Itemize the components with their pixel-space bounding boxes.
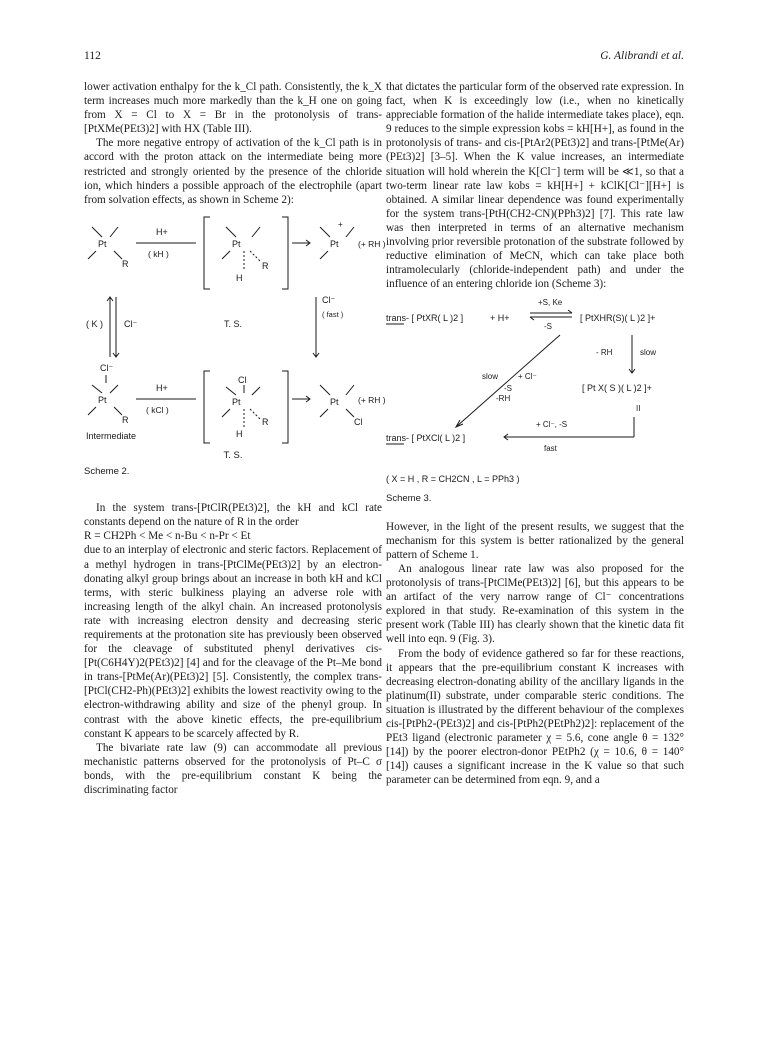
- left-paragraph-2: The more negative entropy of activation of the k_Cl path is in accord with the proton attack on the intermediate being more restricted and strongly oriented by the presence of the chloride ion, which hinders a possible approach of the electrophile (apart from solvation effects, as shown in Scheme 2):: [84, 137, 382, 206]
- svg-text:Pt: Pt: [232, 396, 241, 407]
- svg-text:slow: slow: [482, 372, 499, 382]
- svg-text:-S: -S: [544, 322, 552, 332]
- svg-text:(+ RH ): (+ RH ): [358, 394, 386, 405]
- left-paragraph-3: In the system trans-[PtClR(PEt3)2], the kH and kCl rate constants depend on the nature of R in the order: [84, 502, 382, 529]
- left-paragraph-1: lower activation enthalpy for the k_Cl path. Consistently, the k_X term increases much more markedly than the k_H one on going from X = Cl to X = Br in the protonolysis of trans-[PtXMe(PEt3)2] with HX (Table III).: [84, 81, 382, 136]
- svg-text:+ Cl⁻: + Cl⁻: [518, 372, 537, 382]
- svg-text:( kH ): ( kH ): [148, 248, 169, 259]
- svg-text:Pt: Pt: [330, 396, 339, 407]
- scheme-3-caption: Scheme 3.: [386, 492, 432, 504]
- svg-text:R: R: [262, 416, 269, 427]
- left-paragraph-4: due to an interplay of electronic and steric factors. Replacement of a methyl hydrogen in trans-[PtClMe(PEt3)2] by an electron-donating alkyl group brings about an increase in both kH and kCl terms, with steric bulkiness playing an adverse role with increasing length of the alkyl chain. An increased protonolysis rate with increasing electron density and decreasing steric requirements at the protonation site has previously been observed for the cleavage of substituted phenyl derivatives cis-[Pt(C6H4Y)2(PEt3)2] [4] and for the cleavage of the Pt–Me bond in trans-[PtMe(Ar)(PEt3)2] [5]. Consistently, the complex trans-[PtCl(CH2-Ph)(PEt3)2] exhibits the lowest reactivity owing to the electron-withdrawing ability and size of the phenyl group. In contrast with the above kinetic effects, the pre-equilibrium constant K appears to be scarcely affected by R.: [84, 544, 382, 740]
- svg-text:H+: H+: [156, 226, 168, 237]
- left-paragraph-5: The bivariate rate law (9) can accommodate all previous mechanistic patterns observed for the protonolysis of Pt–C σ bonds, with the pre-equilibrium constant K being the discriminating factor: [84, 741, 382, 796]
- left-column: [84, 80, 386, 797]
- reactivity-order: R = CH2Ph < Me < n-Bu < n-Pr < Et: [84, 530, 251, 543]
- svg-text:Cl: Cl: [238, 374, 247, 385]
- page-header: [84, 50, 684, 68]
- svg-text:R: R: [262, 260, 269, 271]
- svg-text:-RH: -RH: [496, 394, 511, 404]
- svg-text:Cl⁻: Cl⁻: [322, 294, 336, 305]
- right-paragraph-4: From the body of evidence gathered so far for these reactions, it appears that the pre-equilibrium constant K increases with decreasing electron-donating ability of the ancillary ligands in the platinum(II) substrate, under comparable steric conditions. The situation is illustrated by the different behaviour of the complexes cis-[PtPh2-(PEt3)2] and cis-[PtPh2(PEtPh2)2]: replacement of the PEt3 ligand (electronic parameter χ = 5.6, cone angle θ = 132° [14]) by the poorer electron-donor PEtPh2 (χ = 10.6, θ = 140° [14]) causes a significant increase in the K value so that such parameter can be determined from eqn. 9, and a: [386, 647, 684, 787]
- svg-text:Pt: Pt: [98, 238, 107, 249]
- right-column: [386, 80, 684, 787]
- svg-text:slow: slow: [640, 348, 657, 358]
- svg-text:H+: H+: [156, 382, 168, 393]
- svg-text:( kCl ): ( kCl ): [146, 404, 169, 415]
- svg-text:Cl⁻: Cl⁻: [124, 318, 138, 329]
- scheme-2-ts-label: T. S.: [223, 449, 243, 461]
- svg-text:+: +: [338, 219, 343, 229]
- svg-text:Cl: Cl: [354, 416, 363, 427]
- svg-text:[ Pt X( S )( L )2 ]+: [ Pt X( S )( L )2 ]+: [582, 383, 652, 394]
- svg-text:( K ): ( K ): [86, 318, 103, 329]
- svg-text:Pt: Pt: [330, 238, 339, 249]
- svg-text:II: II: [636, 404, 641, 414]
- svg-text:-S: -S: [504, 384, 512, 394]
- scheme-3-diagram: [386, 291, 684, 461]
- svg-text:R: R: [122, 258, 129, 269]
- scheme-2: [84, 207, 386, 479]
- svg-text:H: H: [236, 428, 243, 439]
- svg-text:(+ RH ): (+ RH ): [358, 238, 386, 249]
- svg-text:+ Cl⁻, -S: + Cl⁻, -S: [536, 420, 568, 430]
- svg-text:H: H: [236, 272, 243, 283]
- svg-text:trans- [ PtXR( L )2 ]: trans- [ PtXR( L )2 ]: [386, 313, 464, 324]
- svg-text:Pt: Pt: [98, 394, 107, 405]
- svg-text:Intermediate: Intermediate: [86, 430, 137, 441]
- svg-text:fast: fast: [544, 444, 557, 454]
- scheme-3: [386, 291, 684, 505]
- svg-text:- RH: - RH: [596, 348, 613, 358]
- svg-text:( fast ): ( fast ): [322, 309, 344, 319]
- svg-text:[ PtXHR(S)( L )2 ]+: [ PtXHR(S)( L )2 ]+: [580, 313, 656, 324]
- running-author: G. Alibrandi et al.: [600, 50, 684, 62]
- right-paragraph-3: An analogous linear rate law was also proposed for the protonolysis of trans-[PtClMe(PEt3)2] [6], but this appears to be an artifact of the very narrow range of Cl⁻ concentrations explored in that study. Re-examination of this system in the present work (Table III) has clearly shown that the kinetic data fit well into eqn. 9 (Fig. 3).: [386, 562, 684, 646]
- svg-text:+ H+: + H+: [490, 313, 510, 324]
- page-number: 112: [84, 50, 101, 62]
- right-paragraph-2: However, in the light of the present results, we suggest that the mechanism for this system is better rationalized by the general pattern of Scheme 1.: [386, 520, 684, 561]
- svg-text:Cl⁻: Cl⁻: [100, 362, 114, 373]
- right-paragraph-1: that dictates the particular form of the observed rate expression. In fact, when K is exceedingly low (i.e., when no kinetically appreciable formation of the halide intermediate takes place), eqn. 9 reduces to the simple expression kobs = kH[H+], as found in the protonolysis of trans- and cis-[PtAr2(PEt3)2] and trans-[PtMe(Ar)(PEt3)2] [3–5]. When the K value increases, an intermediate situation will hold wherein the K[Cl⁻] term will be ≪1, so that a two-term linear rate law kobs = kH[H+] + kClK[Cl⁻][H+] is obtained. A similar linear dependence was found experimentally for the system trans-[PtH(CH2-CN)(PPh3)2] [7]. This rate law was then interpreted in terms of an alternative mechanism involving prior reversible protonation of the substrate followed by reductive elimination of MeCN, which can take place both intramolecularly (chloride-independent path) and under the influence of an entering chloride ion (Scheme 3):: [386, 81, 684, 291]
- scheme-2-caption: Scheme 2.: [84, 466, 130, 478]
- scheme-2-diagram: [84, 207, 386, 447]
- svg-text:trans- [ PtXCl( L )2 ]: trans- [ PtXCl( L )2 ]: [386, 433, 466, 444]
- svg-text:+S, Ke: +S, Ke: [538, 298, 563, 308]
- svg-text:R: R: [122, 414, 129, 425]
- svg-text:T. S.: T. S.: [224, 318, 243, 329]
- scheme-3-legend: ( X = H , R = CH2CN , L = PPh3 ): [386, 473, 520, 484]
- svg-text:Pt: Pt: [232, 238, 241, 249]
